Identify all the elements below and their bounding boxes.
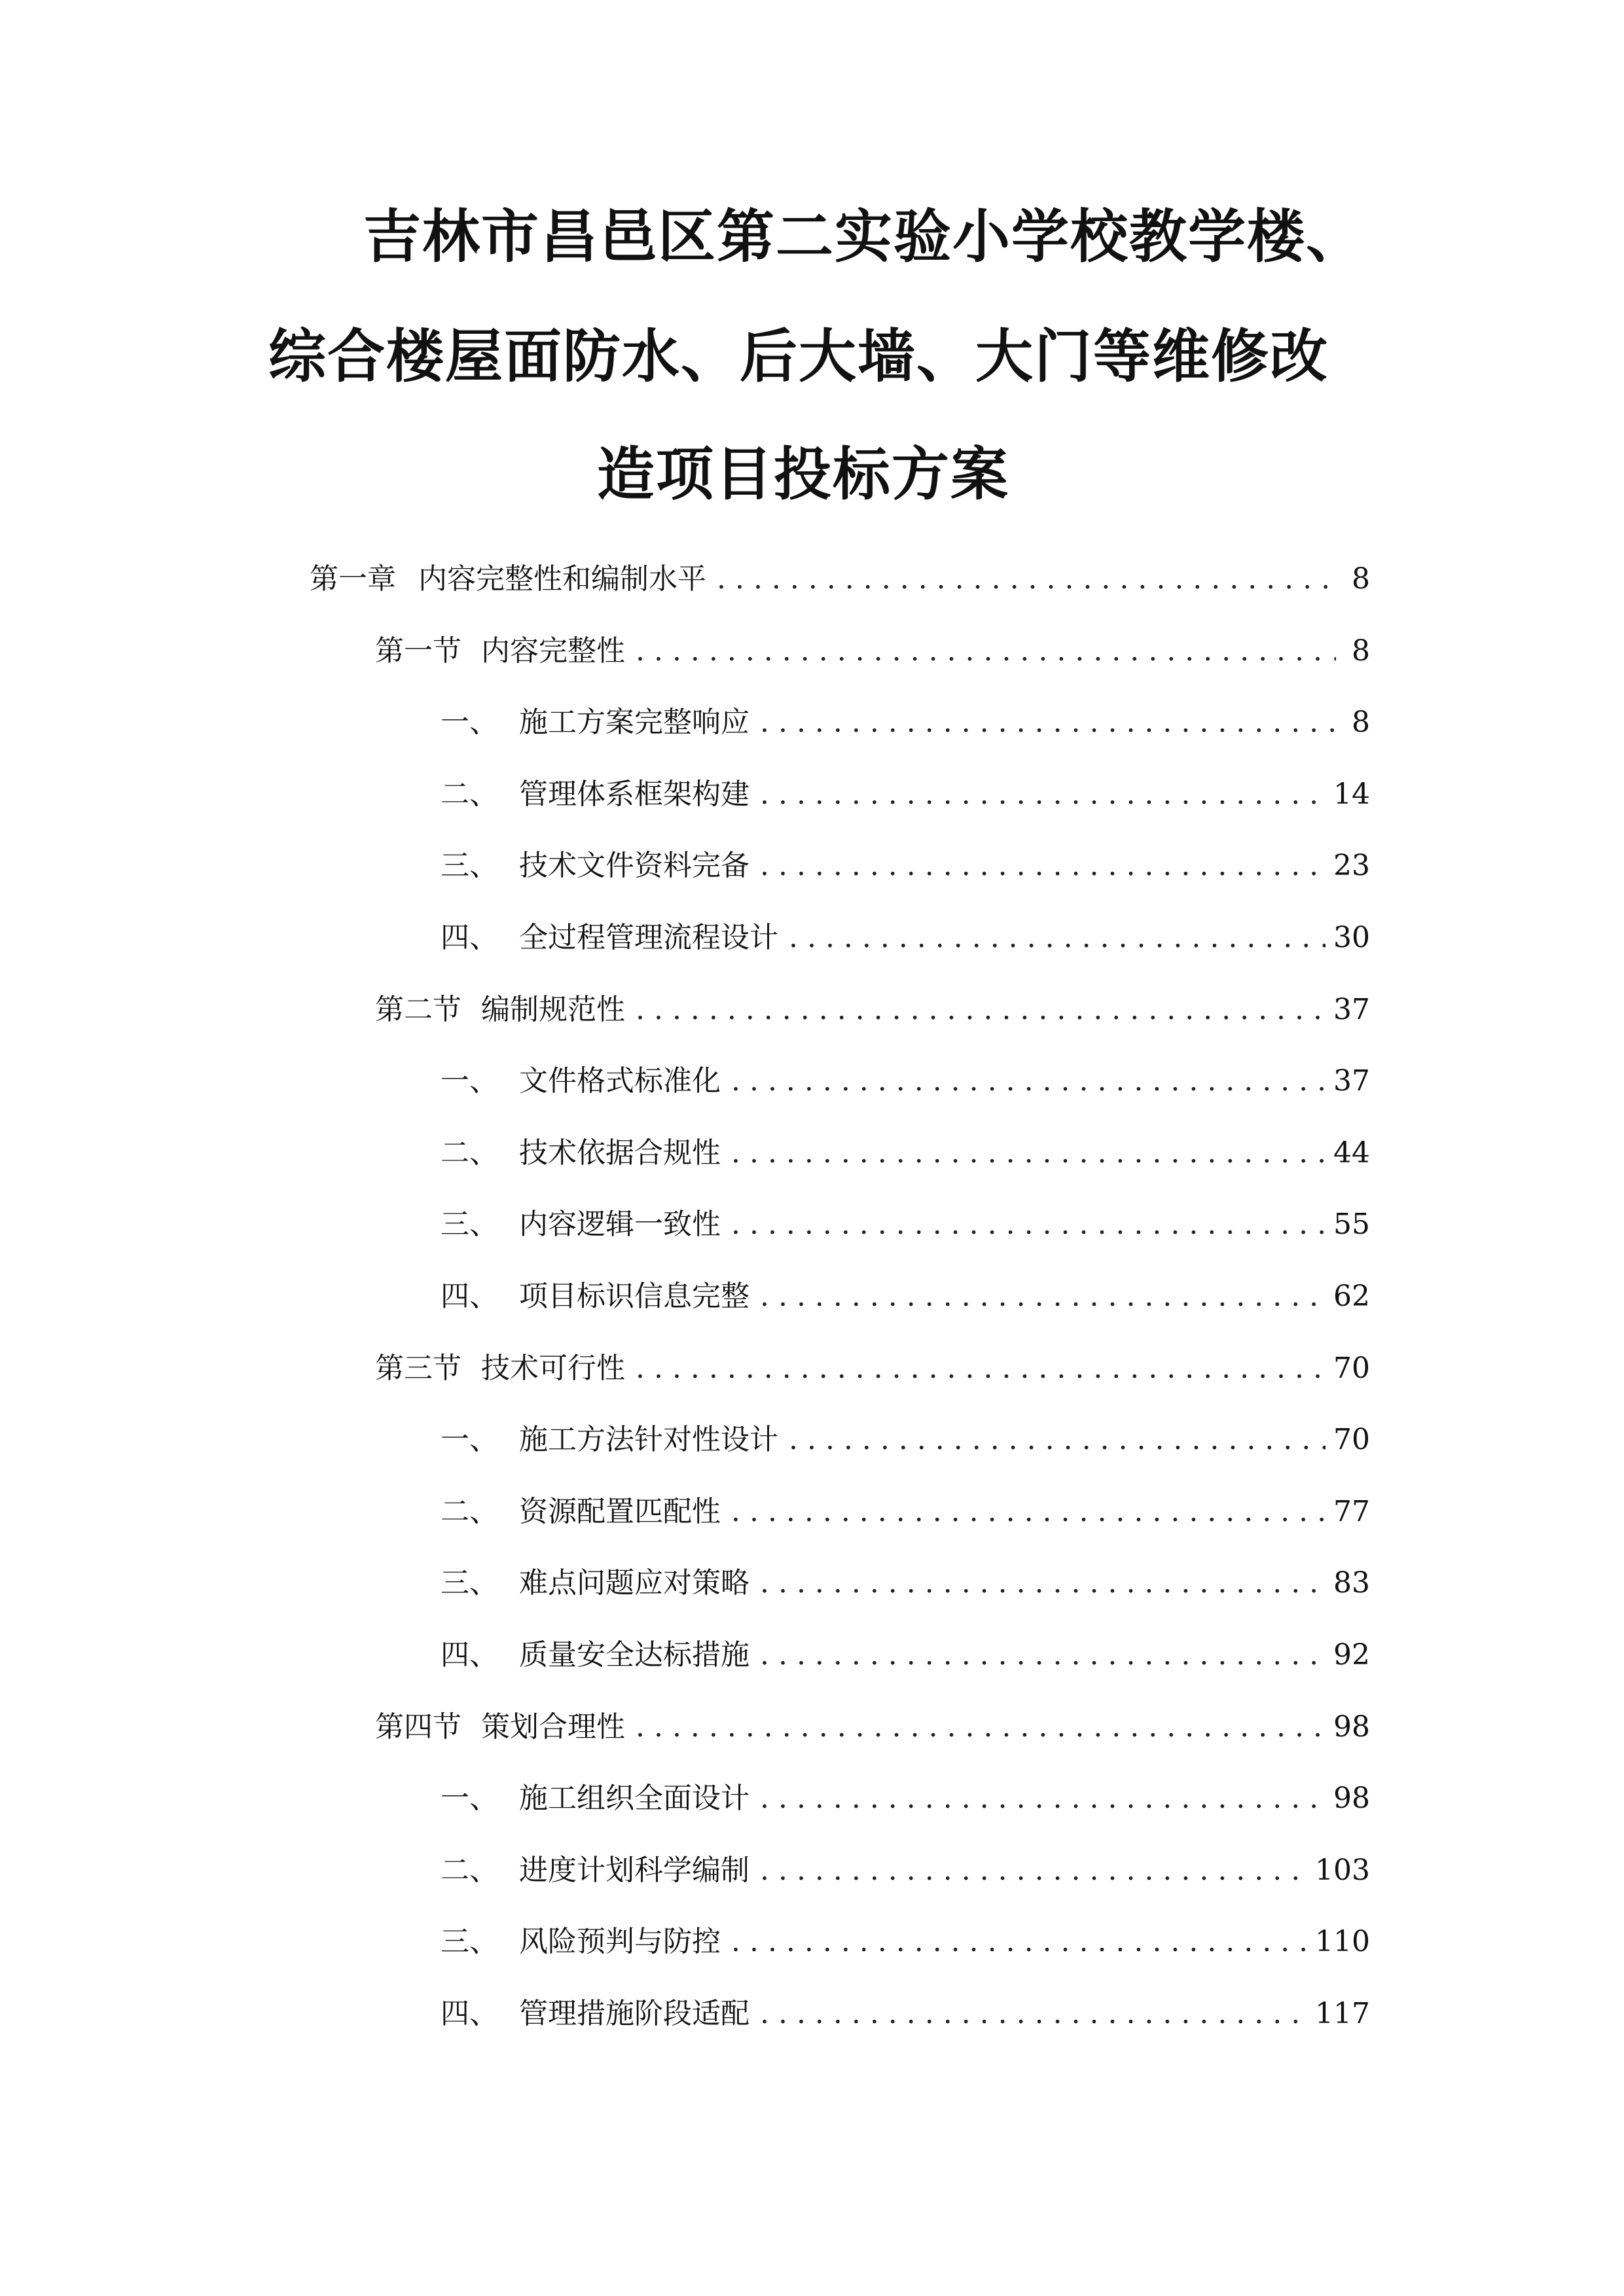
toc-entry-number: 二、 [441, 1136, 498, 1170]
toc-dot-leader [731, 1919, 1307, 1965]
toc-entry-number: 三、 [441, 1208, 498, 1242]
toc-dot-leader [731, 1058, 1326, 1104]
toc-entry-page: 8 [1352, 562, 1370, 596]
toc-dot-leader [760, 1776, 1326, 1821]
toc-dot-leader [731, 1489, 1326, 1535]
toc-dot-leader [760, 1991, 1307, 2037]
title-line-3: 造项目投标方案 [597, 440, 1010, 508]
toc-entry[interactable] [441, 843, 1370, 889]
toc-entry[interactable] [441, 1632, 1370, 1678]
toc-entry-page: 77 [1333, 1494, 1370, 1528]
toc-entry-number: 二、 [441, 1494, 498, 1528]
toc-entry[interactable] [441, 1991, 1370, 2037]
toc-entry-page: 37 [1333, 992, 1370, 1026]
toc-dot-leader [636, 1704, 1326, 1750]
toc-entry-number: 四、 [441, 1638, 498, 1672]
toc-entry[interactable] [441, 1489, 1370, 1535]
toc-dot-leader [760, 1560, 1326, 1606]
toc-entry-title: 施工组织全面设计 [519, 1782, 749, 1816]
toc-entry-number: 三、 [441, 849, 498, 883]
toc-entry-number: 三、 [441, 1566, 498, 1600]
toc-entry-number: 一、 [441, 1423, 498, 1457]
toc-entry-number: 第一节 [375, 634, 461, 668]
toc-entry-page: 62 [1333, 1280, 1370, 1313]
toc-entry-title: 施工方案完整响应 [519, 706, 749, 740]
toc-entry-title: 难点问题应对策略 [519, 1566, 749, 1600]
toc-entry-page: 98 [1333, 1710, 1370, 1744]
toc-entry[interactable] [375, 628, 1370, 674]
toc-dot-leader [760, 843, 1326, 889]
toc-entry-page: 83 [1333, 1566, 1370, 1600]
toc-entry-page: 23 [1333, 849, 1370, 883]
toc-entry-number: 四、 [441, 921, 498, 954]
title-line-1: 吉林市昌邑区第二实验小学校教学楼、 [363, 203, 1365, 270]
toc-entry-page: 8 [1352, 706, 1370, 740]
title-line-2: 综合楼屋面防水、后大墙、大门等维修改 [268, 323, 1329, 390]
toc-dot-leader [636, 987, 1326, 1033]
toc-entry-page: 92 [1333, 1638, 1370, 1672]
toc-entry-title: 管理体系框架构建 [519, 777, 749, 811]
toc-entry-page: 110 [1315, 1925, 1370, 1959]
toc-dot-leader [717, 556, 1336, 602]
toc-dot-leader [760, 700, 1336, 745]
toc-entry-page: 37 [1333, 1064, 1370, 1098]
toc-entry-page: 8 [1352, 634, 1370, 668]
toc-entry-page: 14 [1333, 777, 1370, 811]
toc-entry-title: 内容完整性 [481, 634, 625, 668]
toc-dot-leader [789, 915, 1326, 961]
toc-entry-number: 二、 [441, 777, 498, 811]
toc-entry-page: 98 [1333, 1782, 1370, 1816]
toc-entry[interactable] [441, 1130, 1370, 1176]
toc-entry-title: 施工方法针对性设计 [519, 1423, 778, 1457]
toc-entry[interactable] [441, 1274, 1370, 1319]
toc-entry[interactable] [310, 556, 1370, 602]
toc-entry-page: 30 [1333, 921, 1370, 954]
toc-entry-title: 技术依据合规性 [519, 1136, 721, 1170]
toc-entry-page: 70 [1333, 1351, 1370, 1385]
toc-entry-title: 技术可行性 [481, 1351, 625, 1385]
toc-dot-leader [760, 1848, 1307, 1893]
toc-dot-leader [789, 1417, 1326, 1463]
toc-entry[interactable] [441, 1417, 1370, 1463]
toc-entry-title: 内容完整性和编制水平 [418, 562, 706, 596]
toc-entry-number: 第二节 [375, 992, 461, 1026]
toc-entry[interactable] [375, 1704, 1370, 1750]
toc-entry-title: 质量安全达标措施 [519, 1638, 749, 1672]
toc-entry-page: 44 [1333, 1136, 1370, 1170]
toc-entry-number: 一、 [441, 1782, 498, 1816]
toc-entry-number: 第四节 [375, 1710, 461, 1744]
toc-entry-number: 二、 [441, 1853, 498, 1887]
toc-dot-leader [731, 1130, 1326, 1176]
toc-entry-number: 第三节 [375, 1351, 461, 1385]
toc-entry[interactable] [375, 1346, 1370, 1391]
toc-dot-leader [731, 1202, 1326, 1247]
toc-entry-title: 风险预判与防控 [519, 1925, 721, 1959]
toc-entry-page: 117 [1315, 1997, 1370, 2030]
toc-entry-number: 四、 [441, 1280, 498, 1313]
toc-dot-leader [636, 628, 1336, 674]
toc-entry-title: 全过程管理流程设计 [519, 921, 778, 954]
toc-entry[interactable] [441, 1776, 1370, 1821]
toc-entry[interactable] [441, 1560, 1370, 1606]
toc-entry[interactable] [375, 987, 1370, 1033]
toc-dot-leader [760, 1632, 1326, 1678]
toc-entry-page: 55 [1333, 1208, 1370, 1242]
toc-entry-page: 70 [1333, 1423, 1370, 1457]
toc-dot-leader [760, 772, 1326, 817]
toc-entry-number: 三、 [441, 1925, 498, 1959]
toc-entry-number: 第一章 [310, 562, 396, 596]
toc-entry-title: 技术文件资料完备 [519, 849, 749, 883]
toc-entry-title: 内容逻辑一致性 [519, 1208, 721, 1242]
toc-entry[interactable] [441, 1848, 1370, 1893]
toc-dot-leader [636, 1346, 1326, 1391]
toc-entry[interactable] [441, 700, 1370, 745]
toc-entry[interactable] [441, 1202, 1370, 1247]
toc-entry-title: 项目标识信息完整 [519, 1280, 749, 1313]
toc-entry-number: 四、 [441, 1997, 498, 2030]
toc-dot-leader [760, 1274, 1326, 1319]
toc-entry-number: 一、 [441, 1064, 498, 1098]
toc-entry-title: 管理措施阶段适配 [519, 1997, 749, 2030]
toc-entry[interactable] [441, 772, 1370, 817]
toc-entry-title: 策划合理性 [481, 1710, 625, 1744]
toc-entry-number: 一、 [441, 706, 498, 740]
toc-entry[interactable] [441, 1058, 1370, 1104]
toc-entry-title: 文件格式标准化 [519, 1064, 721, 1098]
toc-entry-title: 进度计划科学编制 [519, 1853, 749, 1887]
toc-entry-title: 资源配置匹配性 [519, 1494, 721, 1528]
toc-entry-page: 103 [1315, 1853, 1370, 1887]
toc-entry[interactable] [441, 915, 1370, 961]
toc-entry[interactable] [441, 1919, 1370, 1965]
toc-entry-title: 编制规范性 [481, 992, 625, 1026]
